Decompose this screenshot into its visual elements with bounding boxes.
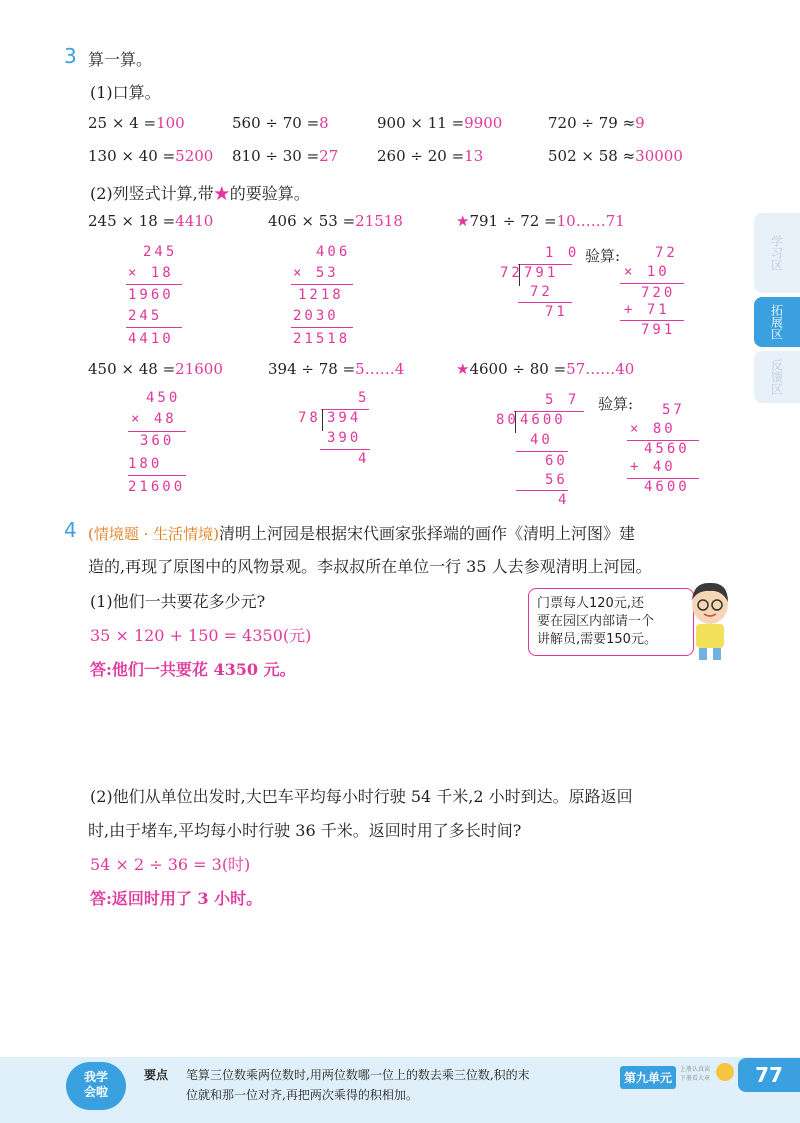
quotient: 5 bbox=[358, 390, 370, 406]
calc-row: 2030 bbox=[293, 308, 339, 324]
problem-text: (情境题 · 生活情境)清明上河园是根据宋代画家张择端的画作《清明上河图》建 bbox=[88, 524, 636, 543]
divisor: 80 bbox=[496, 412, 519, 428]
tip-text: 笔算三位数乘两位数时,用两位数哪一位上的数去乘三位数,积的末 bbox=[186, 1068, 530, 1082]
calc-row: × 18 bbox=[128, 265, 174, 281]
problem-5: 394 ÷ 78 =5……4 bbox=[268, 360, 405, 378]
calc-row: 720 bbox=[641, 285, 676, 301]
question-2: 时,由于堵车,平均每小时行驶 36 千米。返回时用了多长时间? bbox=[88, 821, 522, 840]
calc-row: 4600 bbox=[644, 479, 690, 495]
quotient: 5 7 bbox=[545, 392, 580, 408]
tip-label: 要点 bbox=[144, 1068, 169, 1082]
oral-item: 810 ÷ 30 =27 bbox=[232, 147, 339, 165]
unit-subtitle: 上册认真读 下册看大章 bbox=[680, 1066, 711, 1082]
calc-row: 21518 bbox=[293, 331, 351, 347]
page-number: 77 bbox=[738, 1058, 800, 1092]
calc-row: 360 bbox=[140, 433, 175, 449]
calc-row: + 71 bbox=[624, 302, 670, 318]
context-tag: (情境题 · 生活情境) bbox=[88, 525, 220, 543]
calc-row: 1960 bbox=[128, 287, 174, 303]
problem-text: 造的,再现了原图中的风物景观。李叔叔所在单位一行 35 人去参观清明上河园。 bbox=[88, 557, 652, 576]
calc-row: 57 bbox=[662, 402, 685, 418]
calc-row: × 53 bbox=[293, 265, 339, 281]
info-bubble: 门票每人120元,还 要在园区内部请一个 讲解员,需要150元。 bbox=[528, 588, 694, 656]
quotient: 1 0 bbox=[545, 245, 580, 261]
dividend: 394 bbox=[327, 410, 362, 426]
oral-item: 560 ÷ 70 =8 bbox=[232, 114, 329, 132]
calc-row: 4560 bbox=[644, 441, 690, 457]
calc-row: 72 bbox=[655, 245, 678, 261]
calc-row: × 80 bbox=[630, 421, 676, 437]
mascot-icon bbox=[716, 1063, 734, 1081]
calc-row: 245 bbox=[143, 244, 178, 260]
answer-sentence: 答:他们一共要花 4350 元。 bbox=[90, 660, 296, 679]
calc-row: 245 bbox=[128, 308, 163, 324]
oral-item: 900 × 11 =9900 bbox=[377, 114, 503, 132]
calc-row: 4 bbox=[358, 451, 370, 467]
problem-3: ★791 ÷ 72 =10……71 bbox=[456, 212, 625, 230]
problem-2: 406 × 53 =21518 bbox=[268, 212, 403, 230]
answer-expression: 54 × 2 ÷ 36 = 3(时) bbox=[90, 855, 251, 874]
calc-row: 4 bbox=[558, 492, 570, 508]
calc-row: 4410 bbox=[128, 331, 174, 347]
question-1: (1)他们一共要花多少元? bbox=[90, 592, 266, 611]
calc-row: 406 bbox=[316, 244, 351, 260]
answer-expression: 35 × 120 + 150 = 4350(元) bbox=[90, 626, 312, 645]
dividend: 4600 bbox=[520, 412, 566, 428]
calc-row: 180 bbox=[128, 456, 163, 472]
calc-row: 21600 bbox=[128, 479, 186, 495]
section-number: 4 bbox=[64, 518, 77, 542]
problem-1: 245 × 18 =4410 bbox=[88, 212, 214, 230]
subsection-title: (2)列竖式计算,带★的要验算。 bbox=[90, 184, 310, 203]
subsection-title: (1)口算。 bbox=[90, 83, 161, 102]
calc-row: 60 bbox=[545, 453, 568, 469]
problem-4: 450 × 48 =21600 bbox=[88, 360, 223, 378]
check-label: 验算: bbox=[598, 395, 634, 413]
tab-feedback[interactable]: 反馈区 bbox=[754, 351, 800, 403]
unit-label: 第九单元 bbox=[620, 1066, 676, 1089]
tab-extend[interactable]: 拓展区 bbox=[754, 297, 800, 347]
calc-row: × 10 bbox=[624, 264, 670, 280]
section-title: 算一算。 bbox=[88, 50, 153, 69]
tab-learn[interactable]: 学习区 bbox=[754, 213, 800, 293]
calc-row: 390 bbox=[327, 430, 362, 446]
question-2: (2)他们从单位出发时,大巴车平均每小时行驶 54 千米,2 小时到达。原路返回 bbox=[90, 787, 633, 806]
tip-text: 位就和那一位对齐,再把两次乘得的积相加。 bbox=[186, 1088, 418, 1102]
calc-row: 72 bbox=[530, 284, 553, 300]
calc-row: 1218 bbox=[298, 287, 344, 303]
calc-row: 450 bbox=[146, 390, 181, 406]
calc-row: 56 bbox=[545, 472, 568, 488]
calc-row: 791 bbox=[641, 322, 676, 338]
oral-item: 720 ÷ 79 ≈9 bbox=[548, 114, 645, 132]
problem-6: ★4600 ÷ 80 =57……40 bbox=[456, 360, 635, 378]
learned-logo: 我学 会啦 bbox=[66, 1062, 126, 1110]
oral-item: 130 × 40 =5200 bbox=[88, 147, 214, 165]
check-label: 验算: bbox=[585, 247, 621, 265]
oral-item: 502 × 58 ≈30000 bbox=[548, 147, 683, 165]
calc-row: 40 bbox=[530, 432, 553, 448]
boy-character-illustration bbox=[684, 580, 736, 662]
divisor: 78 bbox=[298, 410, 321, 426]
calc-row: 71 bbox=[545, 304, 568, 320]
oral-item: 25 × 4 =100 bbox=[88, 114, 185, 132]
calc-row: + 40 bbox=[630, 459, 676, 475]
oral-item: 260 ÷ 20 =13 bbox=[377, 147, 484, 165]
section-number: 3 bbox=[64, 44, 77, 68]
dividend: 791 bbox=[524, 265, 559, 281]
calc-row: × 48 bbox=[131, 411, 177, 427]
divisor: 72 bbox=[500, 265, 523, 281]
answer-sentence: 答:返回时用了 3 小时。 bbox=[90, 889, 263, 908]
